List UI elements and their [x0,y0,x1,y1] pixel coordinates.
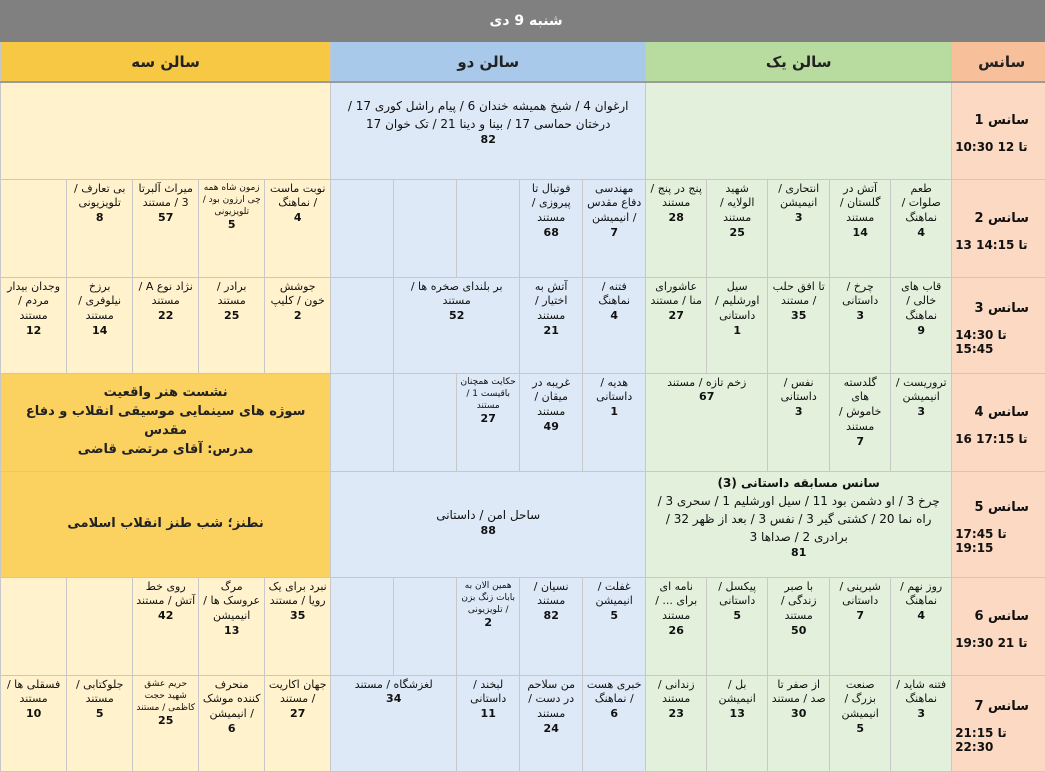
program-title: بر بلندای صخره ها / مستند [410,279,503,308]
program-cell [583,277,646,373]
empty-cell [331,277,394,373]
program-cell [891,179,952,277]
program-title: نامه ای برای ... / مستند [655,579,698,623]
program-title: طعم صلوات / نماهنگ [901,181,941,225]
program-title: سیل اورشلیم / داستانی [715,279,760,323]
count: 42 [158,609,174,623]
count: 1 [610,405,619,419]
program-cell [583,675,646,771]
program-cell [133,179,199,277]
program-title: نفس / داستانی [780,375,817,404]
program-title: تروریست / انیمیشن [895,375,947,404]
program-title: تا افق حلب / مستند [772,279,825,308]
program-title: حکایت همچنان باقیست 1 / مستند [460,376,516,411]
count: 7 [856,434,865,448]
program-title: از صفر تا صد / مستند [771,677,826,706]
program-cell [707,179,768,277]
program-title: گلدسته های خاموش / مستند [839,375,882,434]
program-cell [133,675,199,771]
program-cell [457,577,520,675]
session-1-hall-1-empty [646,82,952,179]
empty-cell [331,373,394,471]
program-title: مهندسی دفاع مقدس / انیمیشن [587,181,642,225]
count: 22 [158,309,174,323]
session-1-hall-2-cell [331,82,646,179]
competition-cell [646,471,952,577]
program-title: زمون شاه همه چی ارزون بود / تلویزیونی [202,182,261,217]
program-title: نژاد نوع A / مستند [138,279,193,308]
session-time: 16 تا 17:15 [955,431,1028,446]
program-title: شیرینی / داستانی [839,579,881,608]
count: 4 [293,211,302,225]
empty-cell [331,179,394,277]
count: 82 [543,609,559,623]
program-title: فسقلی ها / مستند [6,677,61,706]
session-5-hall-2-cell [331,471,646,577]
empty-cell [394,179,457,277]
count: 24 [543,722,559,736]
session-time: 10:30 تا 12 [955,140,1028,155]
empty-cell [1,179,67,277]
count: 25 [158,713,174,727]
count: 81 [791,545,807,559]
program-title: آتش در گلستان / مستند [839,181,881,225]
program-cell [891,277,952,373]
program-cell [646,373,768,471]
program-title: فتنه / نماهنگ [598,279,631,308]
count: 68 [543,226,559,240]
empty-cell [1,577,67,675]
comedy-night-title: نطنز؛ شب طنز انقلاب اسلامی [67,515,264,531]
session-time: 13 تا 14:15 [955,237,1028,252]
session-time: 14:30 تا 15:45 [955,327,1007,356]
program-cell [830,577,891,675]
program-title: مرگ عروسک ها / انیمیشن [203,579,261,623]
program-title: غریبه در میقان / مستند [532,375,571,419]
program-cell [67,179,133,277]
workshop-teacher: مدرس: آقای مرتضی قاضی [77,441,254,457]
count: 5 [95,707,104,721]
session-6-cell [952,577,1045,675]
title-text: شنبه 9 دی [489,13,563,29]
count: 14 [92,324,108,338]
program-cell [199,675,265,771]
competition-heading: سانس مسابقه داستانی (3) [717,475,880,490]
header-hall-3: سالن سه [1,42,331,83]
program-cell [394,277,520,373]
count: 3 [917,405,926,419]
session-time: 17:45 تا 19:15 [955,526,1007,555]
program-title: نسیان / مستند [533,579,569,608]
program-cell [768,373,830,471]
program-title: نوبت ماست / نماهنگ [270,181,326,210]
count: 82 [480,133,496,146]
program-cell [707,675,768,771]
program-title: منحرف کننده موشک / انیمیشن [202,677,261,721]
program-cell [768,577,830,675]
count: 1 [733,324,742,338]
program-title: خبری هست / نماهنگ [586,677,642,706]
program-title: زخم تازه / مستند [667,375,747,389]
program-cell [707,277,768,373]
count: 35 [290,609,306,623]
count: 11 [480,707,496,721]
count: 27 [668,309,684,323]
session-label: سانس 3 [974,300,1029,316]
program-title: غفلت / انیمیشن [595,579,633,608]
session-4-cell [952,373,1045,471]
program-cell [646,277,707,373]
session-label: سانس 2 [974,210,1029,226]
program-cell [891,577,952,675]
empty-cell [394,373,457,471]
program-cell [768,179,830,277]
program-title: انتحاری / انیمیشن [778,181,820,210]
session-time: 19:30 تا 21 [955,635,1028,650]
program-title: میراث آلبرتا 3 / مستند [138,181,193,210]
program-title: عاشورای منا / مستند [650,279,702,308]
empty-cell [67,577,133,675]
count: 34 [386,692,402,706]
count: 6 [227,722,236,736]
program-cell [646,577,707,675]
program-cell [457,373,520,471]
program-title: فتنه شاید / نماهنگ [896,677,947,706]
program-cell [768,277,830,373]
header-hall-2: سالن دو [331,42,646,83]
count: 3 [856,309,865,323]
header-hall-1: سالن یک [646,42,952,83]
program-cell [1,277,67,373]
program-title: جهان اکاریت / مستند [268,677,327,706]
program-cell [520,179,583,277]
competition-list: چرخ 3 / او دشمن بود 11 / سیل اورشلیم 1 / سحری 3 / راه نما 20 / کشتی گیر 3 / نفس 3 / بعد از ظهر 32 / برادری 2 / صداها 3 [657,493,940,544]
program-title: لغزشگاه / مستند [354,677,433,691]
program-title: جلوکتابی / مستند [75,677,124,706]
count: 5 [610,609,619,623]
program-cell [646,179,707,277]
session-label: سانس 4 [974,404,1029,420]
program-cell [830,373,891,471]
count: 25 [729,226,745,240]
count: 4 [917,226,926,240]
program-title: صنعت بزرگ / انیمیشن [841,677,879,721]
program-title: جوشش خون / کلیپ [270,279,325,308]
program-cell [265,675,331,771]
program-cell [583,373,646,471]
count: 4 [917,609,926,623]
program-title: چرخ / داستانی [842,279,879,308]
program-cell [891,675,952,771]
workshop-cell [1,373,331,471]
count: 5 [227,217,236,231]
count: 57 [158,211,174,225]
page-title [1,1,1045,42]
session-time: 21:15 تا 22:30 [955,725,1007,754]
program-title: با صبر زندگی / مستند [780,579,817,623]
count: 7 [610,226,619,240]
session-label: سانس 6 [974,608,1029,624]
program-cell [457,675,520,771]
program-title: من سلاحم در دست / مستند [527,677,576,721]
workshop-title: نشست هنر واقعیت [103,385,228,401]
program-title: پنج در پنج / مستند [650,181,702,210]
count: 21 [543,324,559,338]
program-title: بی تعارف / تلویزیونی [74,181,126,210]
program-cell [707,577,768,675]
program-list: ارغوان 4 / شیخ همیشه خندان 6 / پیام راشل کوری 17 / درختان حماسی 17 / بینا و دینا 21 / تک خوان 17 [347,99,629,131]
count: 3 [794,405,803,419]
program-cell [830,179,891,277]
program-cell [520,373,583,471]
program-cell [265,277,331,373]
program-cell [830,675,891,771]
count: 27 [480,411,496,425]
session-7-cell [952,675,1045,771]
program-title: زندانی / مستند [657,677,695,706]
program-title: بل / انیمیشن [718,677,756,706]
empty-cell [457,179,520,277]
count: 7 [856,609,865,623]
session-5-cell [952,471,1045,577]
comedy-night-cell [1,471,331,577]
count: 23 [668,707,684,721]
program-cell [199,277,265,373]
count: 28 [668,211,684,225]
count: 5 [856,722,865,736]
count: 35 [791,309,807,323]
count: 9 [917,324,926,338]
count: 26 [668,624,684,638]
program-cell [520,577,583,675]
count: 2 [293,309,302,323]
program-title: برادر / مستند [216,279,247,308]
session-2-cell [952,179,1045,277]
program-cell [199,577,265,675]
program-cell [67,277,133,373]
program-title: هدیه / داستانی [596,375,633,404]
count: 12 [25,324,42,338]
workshop-subtitle: سوژه های سینمایی موسیقی انقلاب و دفاع مقدس [25,404,306,438]
program-cell [133,577,199,675]
program-title: پیکسل / داستانی [718,579,757,608]
program-cell [583,577,646,675]
program-cell [768,675,830,771]
program-cell [133,277,199,373]
header-sans: سانس [952,42,1045,83]
empty-cell [331,577,394,675]
program-cell [646,675,707,771]
program-cell [265,577,331,675]
count: 30 [791,707,807,721]
program-title: وجدان بیدار مردم / مستند [7,279,61,323]
session-label: سانس 7 [974,698,1029,714]
empty-cell [394,577,457,675]
session-1-cell [952,82,1045,179]
count: 8 [95,211,104,225]
program-title: نبرد برای یک رویا / مستند [268,579,327,608]
session-1-hall-3-empty [1,82,331,179]
session-3-cell [952,277,1045,373]
program-cell [830,277,891,373]
program-cell [67,675,133,771]
count: 6 [610,707,619,721]
program-title: همین الان به بابات زنگ بزن / تلویزیونی [461,580,516,615]
program-cell [331,675,457,771]
program-title: روی خط آتش / مستند [136,579,196,608]
program-title: لبخند / داستانی [470,677,507,706]
program-title: روز نهم / نماهنگ [900,579,943,608]
program-title: حریم عشق شهید حجت کاظمی / مستند [136,678,196,713]
count: 3 [917,707,926,721]
count: 49 [543,420,559,434]
count: 4 [610,309,619,323]
program-cell [199,179,265,277]
session-label: سانس 1 [974,113,1029,129]
program-cell [520,675,583,771]
program-title: شهید الولایه / مستند [719,181,755,225]
count: 52 [449,309,465,323]
count: 50 [791,624,807,638]
program-title: برزخ نیلوفری / مستند [78,279,122,323]
count: 13 [224,624,240,638]
program-cell [520,277,583,373]
count: 88 [480,523,496,537]
count: 5 [733,609,742,623]
count: 14 [852,226,868,240]
count: 27 [290,707,306,721]
count: 67 [699,390,715,404]
program-cell [891,373,952,471]
program-cell [1,675,67,771]
count: 13 [729,707,745,721]
program-title: قاب های خالی / نماهنگ [901,279,942,323]
program-cell [583,179,646,277]
session-label: سانس 5 [974,499,1029,515]
program-title: فوتبال تا پیروزی / مستند [531,181,571,225]
program-title: آتش به اختیار / مستند [534,279,568,323]
count: 25 [224,309,240,323]
program-cell [265,179,331,277]
count: 10 [25,707,42,721]
program-title: ساحل امن / داستانی [436,507,541,522]
count: 2 [484,615,493,629]
count: 3 [794,211,803,225]
